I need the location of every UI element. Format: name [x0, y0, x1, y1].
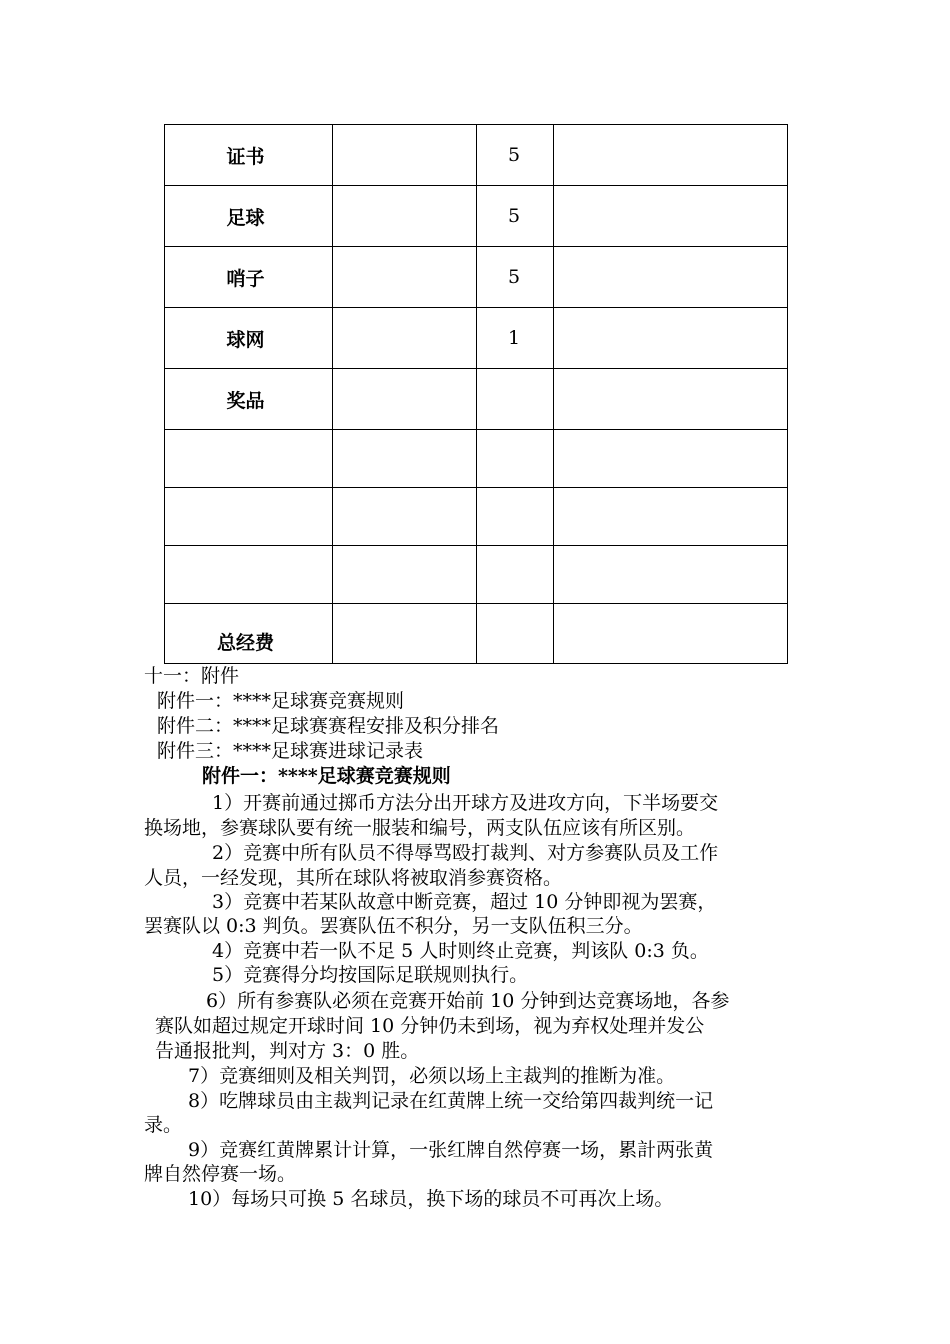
qty-cell: [477, 604, 554, 664]
item-cell: [165, 546, 333, 604]
empty-cell: [554, 369, 788, 430]
table-row: [165, 186, 788, 247]
empty-cell: [554, 488, 788, 546]
qty-cell: [477, 546, 554, 604]
empty-cell: [554, 430, 788, 488]
table-row: [165, 546, 788, 604]
rule-line: 5）竞赛得分均按国际足联规则执行。: [212, 964, 529, 986]
item-cell: 球网: [165, 308, 333, 369]
empty-cell: [554, 125, 788, 186]
rule-line: 换场地，参赛球队要有统一服装和编号，两支队伍应该有所区别。: [144, 817, 696, 839]
empty-cell: [333, 125, 477, 186]
empty-cell: [554, 186, 788, 247]
item-cell: 总经费: [165, 604, 333, 664]
item-cell: 足球: [165, 186, 333, 247]
table-row: [165, 308, 788, 369]
empty-cell: [333, 430, 477, 488]
qty-cell: [477, 369, 554, 430]
rule-line: 牌自然停赛一场。: [144, 1163, 297, 1185]
item-cell: 证书: [165, 125, 333, 186]
empty-cell: [333, 546, 477, 604]
empty-cell: [554, 604, 788, 664]
item-cell: 哨子: [165, 247, 333, 308]
section-title: 十一：附件: [144, 665, 240, 687]
empty-cell: [333, 604, 477, 664]
empty-cell: [554, 308, 788, 369]
empty-cell: [554, 247, 788, 308]
empty-cell: [333, 308, 477, 369]
empty-cell: [333, 369, 477, 430]
rule-line: 罢赛队以 0:3 判负。罢赛队伍不积分，另一支队伍积三分。: [144, 915, 643, 937]
attachment-item: 附件三：****足球赛进球记录表: [157, 740, 424, 762]
rule-line: 告通报批判，判对方 3：0 胜。: [155, 1040, 420, 1062]
rule-line: 6）所有参赛队必须在竞赛开始前 10 分钟到达竞赛场地，各参: [206, 990, 730, 1012]
rule-line: 10）每场只可换 5 名球员，换下场的球员不可再次上场。: [188, 1188, 674, 1210]
rule-line: 3）竞赛中若某队故意中断竞赛，超过 10 分钟即视为罢赛，: [212, 891, 717, 913]
empty-cell: [333, 247, 477, 308]
table-row: [165, 430, 788, 488]
expense-table: [164, 124, 788, 664]
table-row: [165, 604, 788, 664]
empty-cell: [333, 186, 477, 247]
table-row: [165, 369, 788, 430]
item-cell: [165, 488, 333, 546]
qty-cell: 5: [477, 125, 554, 186]
rule-line: 9）竞赛红黄牌累计计算，一张红牌自然停赛一场，累計两张黄: [188, 1139, 714, 1161]
rule-line: 8）吃牌球员由主裁判记录在红黄牌上统一交给第四裁判统一记: [188, 1090, 714, 1112]
rule-line: 赛队如超过规定开球时间 10 分钟仍未到场，视为弃权处理并发公: [155, 1015, 705, 1037]
empty-cell: [554, 546, 788, 604]
table-row: [165, 488, 788, 546]
empty-cell: [333, 488, 477, 546]
item-cell: 奖品: [165, 369, 333, 430]
qty-cell: [477, 488, 554, 546]
item-cell: [165, 430, 333, 488]
qty-cell: 5: [477, 186, 554, 247]
rule-line: 人员，一经发现，其所在球队将被取消参赛资格。: [144, 867, 563, 889]
rule-line: 7）竞赛细则及相关判罚，必须以场上主裁判的推断为准。: [188, 1065, 676, 1087]
qty-cell: 1: [477, 308, 554, 369]
attachment-item: 附件一：****足球赛竞赛规则: [157, 690, 405, 712]
table-row: [165, 247, 788, 308]
rule-line: 4）竞赛中若一队不足 5 人时则终止竞赛，判该队 0:3 负。: [212, 940, 709, 962]
rule-line: 2）竞赛中所有队员不得辱骂殴打裁判、对方参赛队员及工作: [212, 842, 719, 864]
attachment-item: 附件二：****足球赛赛程安排及积分排名: [157, 715, 500, 737]
table-row: [165, 125, 788, 186]
qty-cell: [477, 430, 554, 488]
rule-line: 1）开赛前通过掷币方法分出开球方及进攻方向，下半场要交: [212, 792, 719, 814]
rule-line: 录。: [144, 1114, 183, 1136]
qty-cell: 5: [477, 247, 554, 308]
rules-heading: 附件一：****足球赛竞赛规则: [202, 765, 451, 787]
